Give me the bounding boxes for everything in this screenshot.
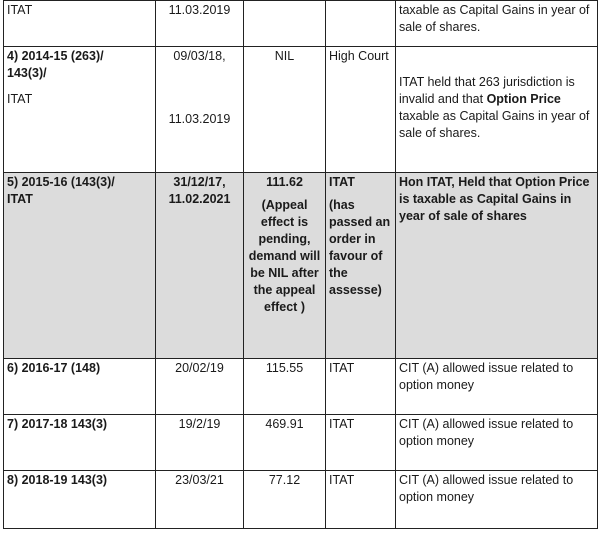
date-line: 11.03.2019 <box>168 112 231 126</box>
cell-year: 6) 2016-17 (148) <box>4 359 156 415</box>
remarks-part: Option Price <box>486 92 561 106</box>
forum-value: ITAT <box>329 175 355 189</box>
table-row <box>4 471 598 529</box>
cell-dates: 19/2/19 <box>156 415 244 471</box>
cell-forum: ITAT <box>326 359 396 415</box>
cell-year: 8) 2018-19 143(3) <box>4 471 156 529</box>
cell-remarks: CIT (A) allowed issue related to option money <box>396 415 598 471</box>
cell-forum <box>326 173 396 359</box>
remarks-part: taxable as Capital Gains in year of sale of shares. <box>399 109 590 140</box>
cell-remarks: CIT (A) allowed issue related to option money <box>396 471 598 529</box>
date-line: 31/12/17, <box>173 175 226 189</box>
table-row <box>4 47 598 173</box>
cell-dates: 11.03.2019 <box>156 1 244 47</box>
date-line: 09/03/18, <box>173 49 226 63</box>
table-row <box>4 1 598 47</box>
table-row <box>4 415 598 471</box>
cell-amount <box>244 1 326 47</box>
cell-remarks: CIT (A) allowed issue related to option money <box>396 359 598 415</box>
cell-forum: High Court <box>326 47 396 173</box>
cell-forum <box>326 1 396 47</box>
cell-remarks: Hon ITAT, Held that Option Price is taxable as Capital Gains in year of sale of shares <box>396 173 598 359</box>
cell-amount: 77.12 <box>244 471 326 529</box>
cell-year <box>4 173 156 359</box>
cell-amount <box>244 173 326 359</box>
year-line: 5) 2015-16 (143(3)/ <box>7 175 115 189</box>
remarks-text <box>399 74 594 142</box>
cell-dates <box>156 173 244 359</box>
cell-dates <box>156 47 244 173</box>
year-line: 143(3)/ <box>7 66 47 80</box>
forum-note: (has passed an order in favour of the assesse) <box>329 198 391 297</box>
year-line: ITAT <box>7 192 33 206</box>
cell-dates: 23/03/21 <box>156 471 244 529</box>
cell-amount: 115.55 <box>244 359 326 415</box>
year-line: ITAT <box>7 92 33 106</box>
table-row <box>4 359 598 415</box>
cell-year <box>4 47 156 173</box>
cell-year: 7) 2017-18 143(3) <box>4 415 156 471</box>
appeals-table <box>3 0 598 529</box>
amount-value: 111.62 <box>266 175 303 189</box>
cell-amount: 469.91 <box>244 415 326 471</box>
date-line: 11.02.2021 <box>168 192 231 206</box>
remarks-part: ITAT held that 263 jurisdiction is invalid and that <box>399 75 575 106</box>
table-row <box>4 173 598 359</box>
amount-note: (Appeal effect is pending, demand will be NIL after the appeal effect ) <box>248 198 321 314</box>
year-line: 4) 2014-15 (263)/ <box>7 49 104 63</box>
cell-amount: NIL <box>244 47 326 173</box>
cell-forum: ITAT <box>326 415 396 471</box>
cell-year: ITAT <box>4 1 156 47</box>
cell-forum: ITAT <box>326 471 396 529</box>
cell-remarks: taxable as Capital Gains in year of sale of shares. <box>396 1 598 47</box>
cell-dates: 20/02/19 <box>156 359 244 415</box>
cell-remarks <box>396 47 598 173</box>
